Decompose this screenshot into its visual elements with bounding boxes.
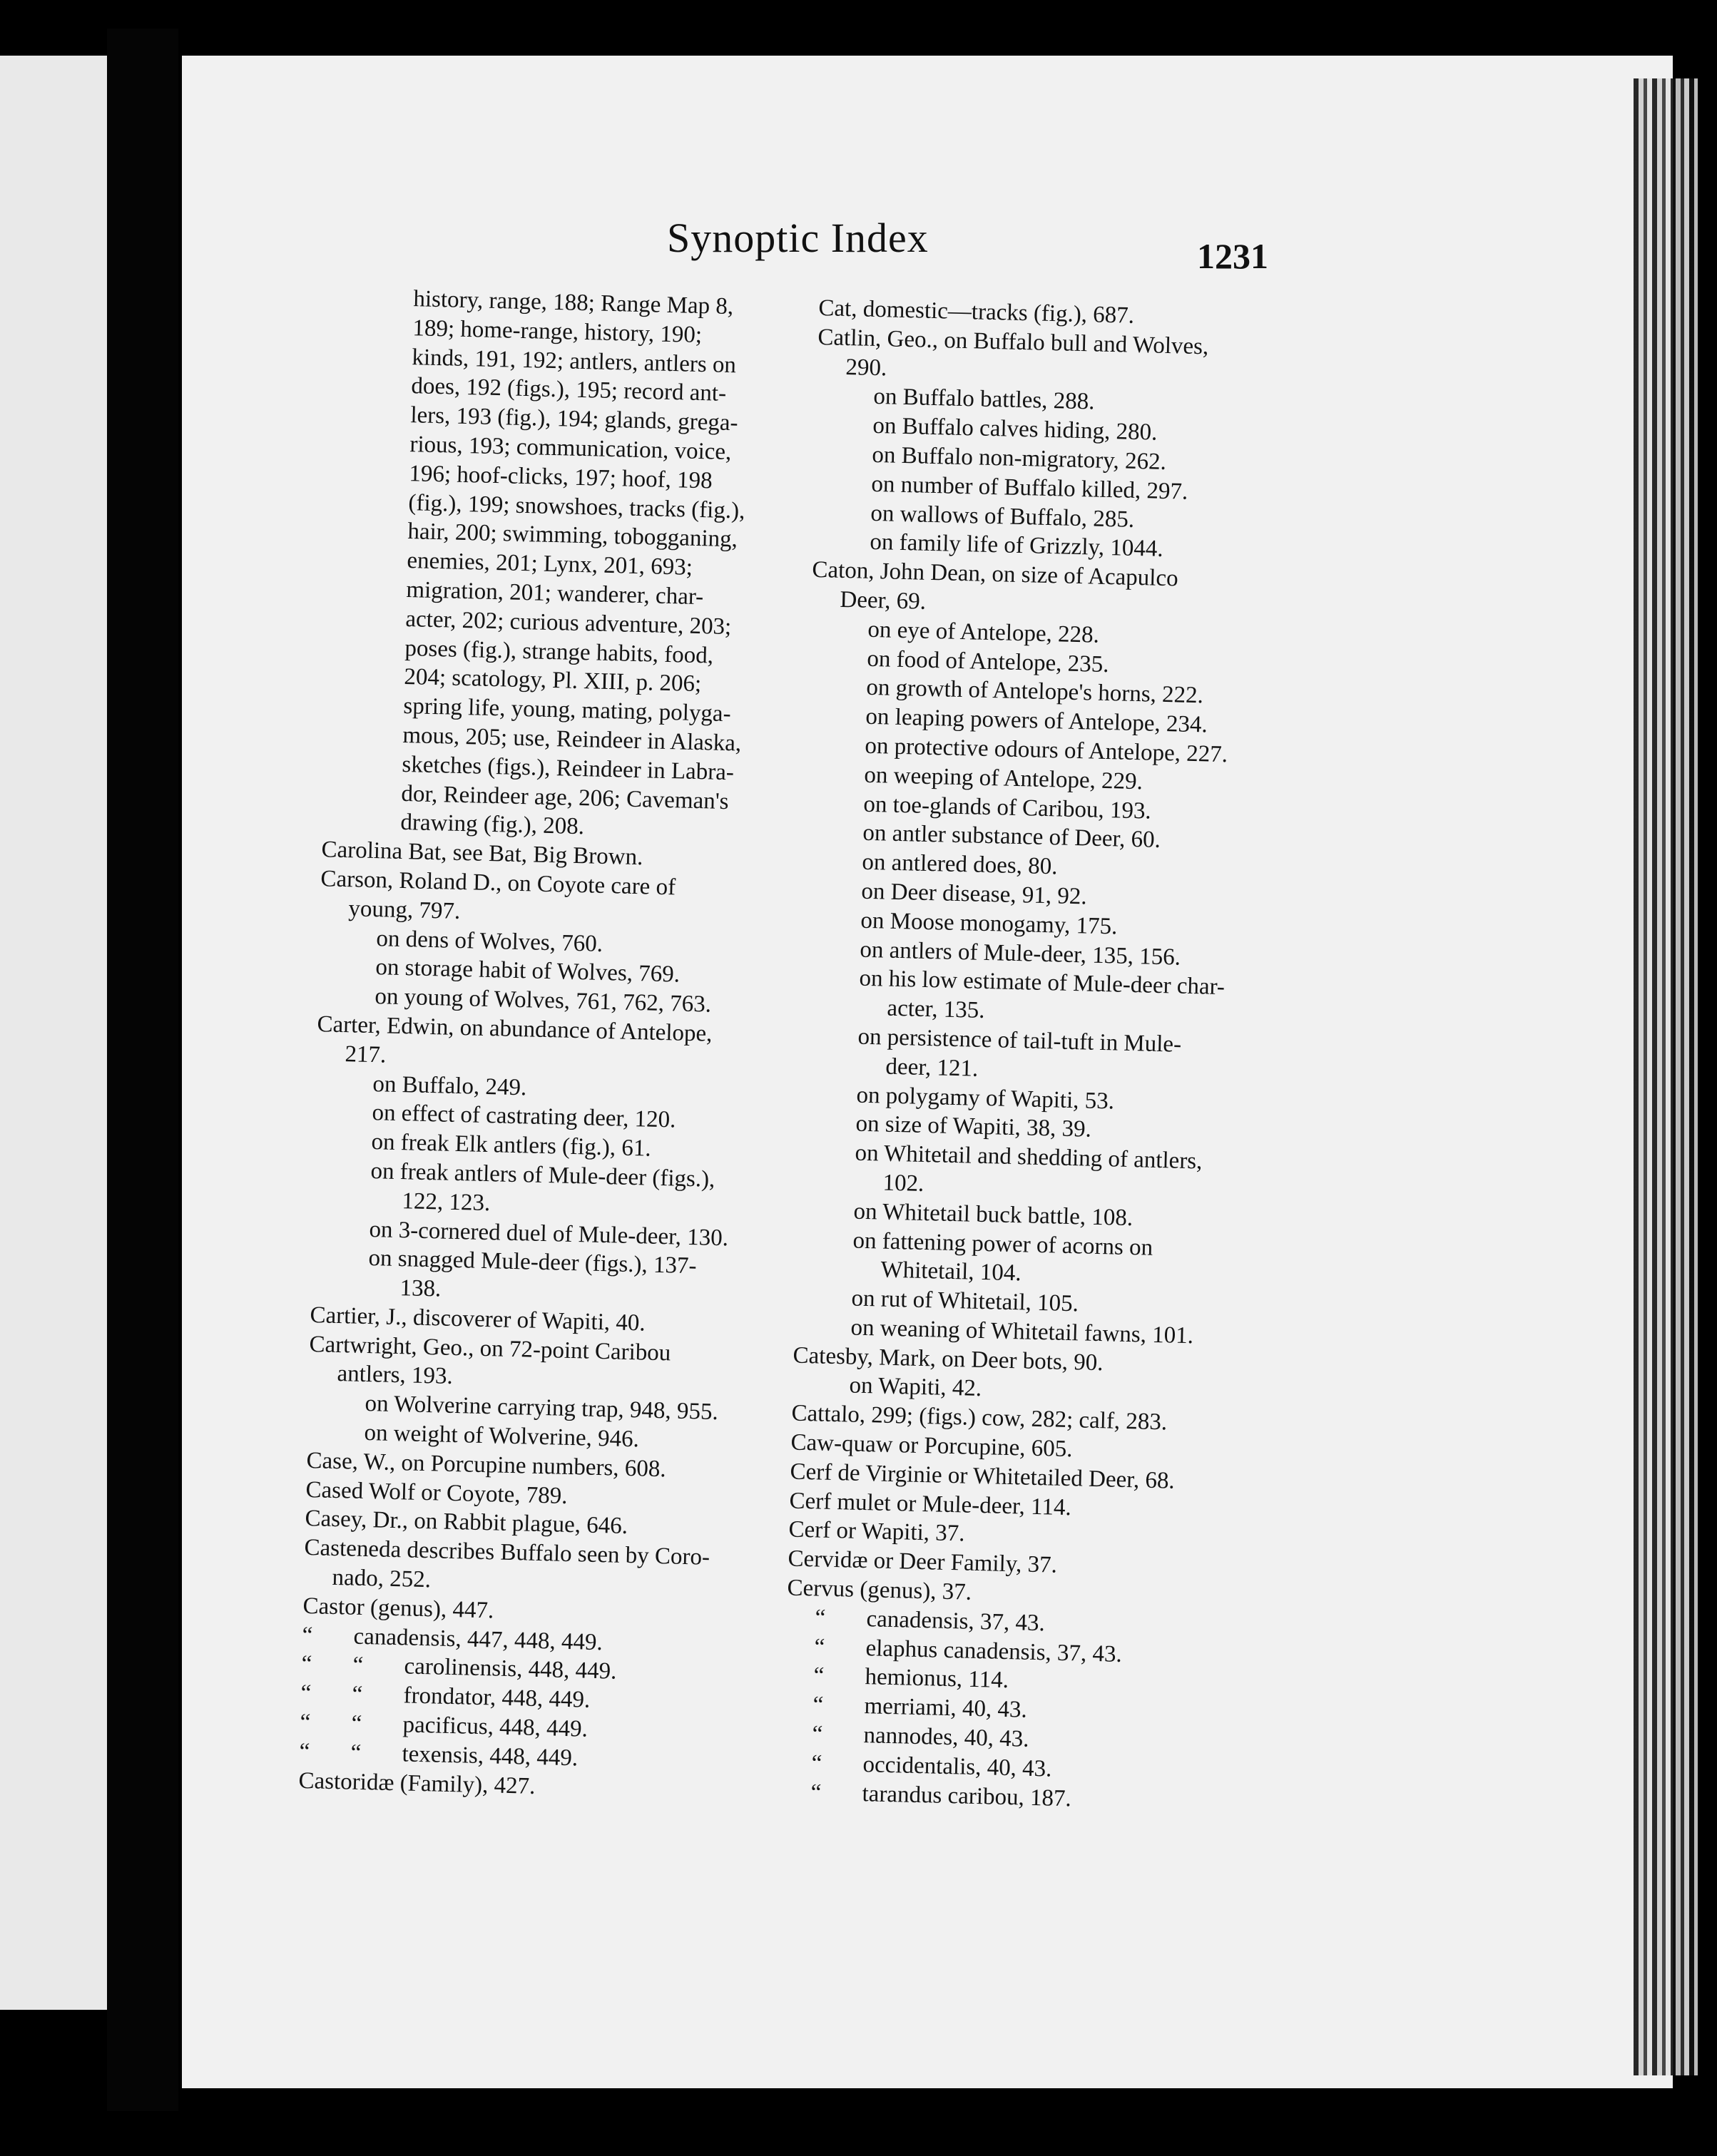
index-entry-text: Cervidæ or Deer Family, 37. [788,1546,1058,1578]
index-entry-text: nannodes, 40, 43. [863,1722,1029,1752]
index-entry-text: on fattening power of acorns on [852,1227,1153,1261]
index-column-right [782,294,1241,1817]
index-entry-text: on young of Wolves, 761, 762, 763. [375,984,712,1018]
index-entry-text: 217. [345,1041,387,1068]
ditto-mark: “ [350,1739,362,1766]
index-entry-text: on snagged Mule-deer (figs.), 137- [368,1245,697,1279]
index-entry-text: Cased Wolf or Coyote, 789. [305,1476,568,1509]
index-entry-text: Deer, 69. [840,586,927,615]
index-entry-text: tarandus caribou, 187. [862,1780,1072,1812]
index-entry-text: (fig.), 199; snowshoes, tracks (fig.), [408,489,745,524]
index-entry-text: rious, 193; communication, voice, [409,431,732,466]
ditto-mark: “ [810,1779,822,1806]
index-entry-text: nado, 252. [332,1564,432,1593]
index-entry-text: 290. [845,354,887,381]
index-entry-text: dor, Reindeer age, 206; Caveman's [401,780,729,814]
ditto-mark: “ [812,1721,823,1747]
index-entry-text: Cerf de Virginie or Whitetailed Deer, 68. [790,1458,1176,1494]
index-entry-text: acter, 135. [887,995,985,1024]
index-entry-text: on his low estimate of Mule-deer char- [859,966,1226,1001]
index-entry-text: enemies, 201; Lynx, 201, 693; [407,548,693,581]
index-entry-text: on antlers of Mule-deer, 135, 156. [860,936,1181,971]
index-entry-text: on Deer disease, 91, 92. [861,878,1088,910]
index-entry-text: on antlered does, 80. [862,849,1058,880]
index-entry-text: on Buffalo non-migratory, 262. [872,441,1167,475]
index-entry-text: poses (fig.), strange habits, food, [404,635,714,669]
index-entry-text: kinds, 191, 192; antlers, antlers on [412,344,737,378]
index-entry-text: Carter, Edwin, on abundance of Antelope, [317,1011,713,1047]
index-entry-text: Cartwright, Geo., on 72-point Caribou [309,1331,671,1366]
index-entry-text: on weeping of Antelope, 229. [864,762,1143,795]
index-entry-text: does, 192 (figs.), 195; record ant- [411,373,727,407]
index-entry-text: Cervus (genus), 37. [787,1575,972,1605]
index-entry-text: on Buffalo, 249. [372,1071,527,1100]
index-entry-text: on family life of Grizzly, 1044. [870,529,1164,563]
index-entry-text: on toe-glands of Caribou, 193. [863,791,1152,824]
index-entry-text: hair, 200; swimming, tobogganing, [407,518,738,553]
index-entry-text: merriami, 40, 43. [864,1693,1028,1723]
index-entry-text: elaphus canadensis, 37, 43. [865,1635,1123,1667]
ditto-mark: “ [813,1662,825,1690]
ditto-mark: “ [352,1681,363,1708]
ditto-mark: “ [814,1634,825,1660]
index-entry-text: on size of Wapiti, 38, 39. [855,1110,1092,1143]
ditto-mark: “ [302,1622,313,1648]
ditto-mark: “ [811,1750,822,1777]
index-entry-text: lers, 193 (fig.), 194; glands, grega- [410,402,738,436]
index-entry-text: pacificus, 448, 449. [402,1712,589,1742]
index-entry-text: Carson, Roland D., on Coyote care of [320,866,676,901]
index-entry-text: canadensis, 37, 43. [866,1606,1046,1637]
index-entry-text: on 3-cornered duel of Mule-deer, 130. [369,1216,729,1251]
index-entry-text: migration, 201; wanderer, char- [406,576,704,610]
index-entry-text: on Whitetail buck battle, 108. [853,1198,1133,1231]
index-entry-text: 189; home-range, history, 190; [412,315,703,348]
index-entry-text: on rut of Whitetail, 105. [851,1285,1079,1317]
index-entry-text: 204; scatology, Pl. XIII, p. 206; [404,664,702,698]
ditto-mark: “ [301,1651,312,1677]
index-entry-text: on Buffalo battles, 288. [873,384,1095,415]
index-entry-text: on storage habit of Wolves, 769. [375,954,681,988]
index-entry-text: spring life, young, mating, polyga- [403,693,731,727]
index-entry-text: Caton, John Dean, on size of Acapulco [812,557,1179,592]
index-entry-text: on persistence of tail-tuft in Mule- [857,1023,1182,1058]
ditto-mark: “ [815,1605,826,1631]
index-entry-text: hemionus, 114. [865,1664,1009,1694]
index-entry-text: frondator, 448, 449. [403,1682,591,1714]
index-entry-text: on food of Antelope, 235. [867,645,1109,678]
index-entry-text: on freak antlers of Mule-deer (figs.), [370,1158,715,1192]
index-entry-text: canadensis, 447, 448, 449. [353,1623,603,1655]
index-entry-text: Casteneda describes Buffalo seen by Coro- [304,1535,710,1571]
index-entry-text: on leaping powers of Antelope, 234. [865,703,1208,738]
index-entry-text: Castor (genus), 447. [302,1593,494,1624]
index-entry-text: acter, 202; curious adventure, 203; [405,606,732,640]
index-entry-text: 122, 123. [402,1187,491,1216]
index-entry-text: Case, W., on Porcupine numbers, 608. [306,1447,667,1483]
index-entry-text: occidentalis, 40, 43. [862,1751,1052,1782]
index-column-left [255,282,752,1806]
index-entry-text: Castoridæ (Family), 427. [298,1767,536,1799]
index-entry-text: 196; hoof-clicks, 197; hoof, 198 [409,460,713,494]
index-entry-text: on weight of Wolverine, 946. [364,1420,640,1453]
ditto-mark: “ [300,1680,312,1707]
ditto-mark: “ [351,1710,362,1737]
running-head: Synoptic Index [667,215,929,261]
index-entry-text: drawing (fig.), 208. [400,809,585,840]
index-entry-text: Cat, domestic—tracks (fig.), 687. [818,295,1135,329]
index-entry-text: on Wolverine carrying trap, 948, 955. [365,1391,719,1426]
ditto-mark: “ [299,1738,310,1765]
index-entry-text: 102. [882,1170,924,1197]
index-entry-text: mous, 205; use, Reindeer in Alaska, [402,722,742,757]
index-entry-text: young, 797. [348,895,461,924]
index-entry-text: on growth of Antelope's horns, 222. [866,675,1204,709]
index-entry-text: on number of Buffalo killed, 297. [871,471,1188,505]
page-number: 1231 [1197,236,1268,276]
index-entry-text: Casey, Dr., on Rabbit plague, 646. [305,1506,628,1540]
index-entry-text: on dens of Wolves, 760. [376,925,603,957]
index-entry-text: on Whitetail and shedding of antlers, [855,1140,1203,1175]
index-entry-text: antlers, 193. [337,1361,454,1390]
ditto-mark: “ [812,1692,824,1718]
page-edge-stack [1634,78,1698,2075]
index-entry-text: 138. [399,1275,442,1302]
facing-page-edge [0,56,107,2010]
index-entry-text: Caw-quaw or Porcupine, 605. [790,1429,1073,1463]
index-entry-text: deer, 121. [885,1053,979,1082]
index-entry-text: Cartier, J., discoverer of Wapiti, 40. [310,1302,646,1337]
index-entry-text: carolinensis, 448, 449. [404,1653,617,1685]
index-entry-text: on polygamy of Wapiti, 53. [856,1082,1115,1114]
index-entry-text: Cerf mulet or Mule-deer, 114. [789,1488,1072,1521]
index-entry-text: Carolina Bat, see Bat, Big Brown. [321,837,643,871]
ditto-mark: “ [352,1652,364,1679]
index-entry-text: Whitetail, 104. [880,1257,1022,1287]
index-entry-text: on eye of Antelope, 228. [867,616,1100,648]
index-entry-text: sketches (figs.), Reindeer in Labra- [402,751,735,786]
index-entry-text: on antler substance of Deer, 60. [862,820,1161,854]
index-entry-text: Cerf or Wapiti, 37. [788,1516,965,1547]
index-entry-text: history, range, 188; Range Map 8, [413,286,734,320]
index-entry-text: on wallows of Buffalo, 285. [870,500,1135,533]
index-entry-text: Cattalo, 299; (figs.) cow, 282; calf, 283. [791,1400,1168,1436]
index-entry-text: on weaning of Whitetail fawns, 101. [850,1314,1194,1349]
index-entry-text: on Wapiti, 42. [849,1372,982,1402]
index-entry-text: on effect of castrating deer, 120. [372,1100,676,1133]
ditto-mark: “ [300,1709,311,1736]
book-gutter [107,29,178,2111]
index-entry-text: Catesby, Mark, on Deer bots, 90. [793,1342,1104,1376]
index-entry-text: on protective odours of Antelope, 227. [865,732,1228,768]
index-entry-text: texensis, 448, 449. [402,1741,579,1772]
index-entry-text: on Buffalo calves hiding, 280. [872,413,1158,446]
index-entry-text: on freak Elk antlers (fig.), 61. [371,1129,652,1162]
index-entry-text: on Moose monogamy, 175. [860,907,1118,940]
index-entry-text: Catlin, Geo., on Buffalo bull and Wolves, [817,324,1209,360]
